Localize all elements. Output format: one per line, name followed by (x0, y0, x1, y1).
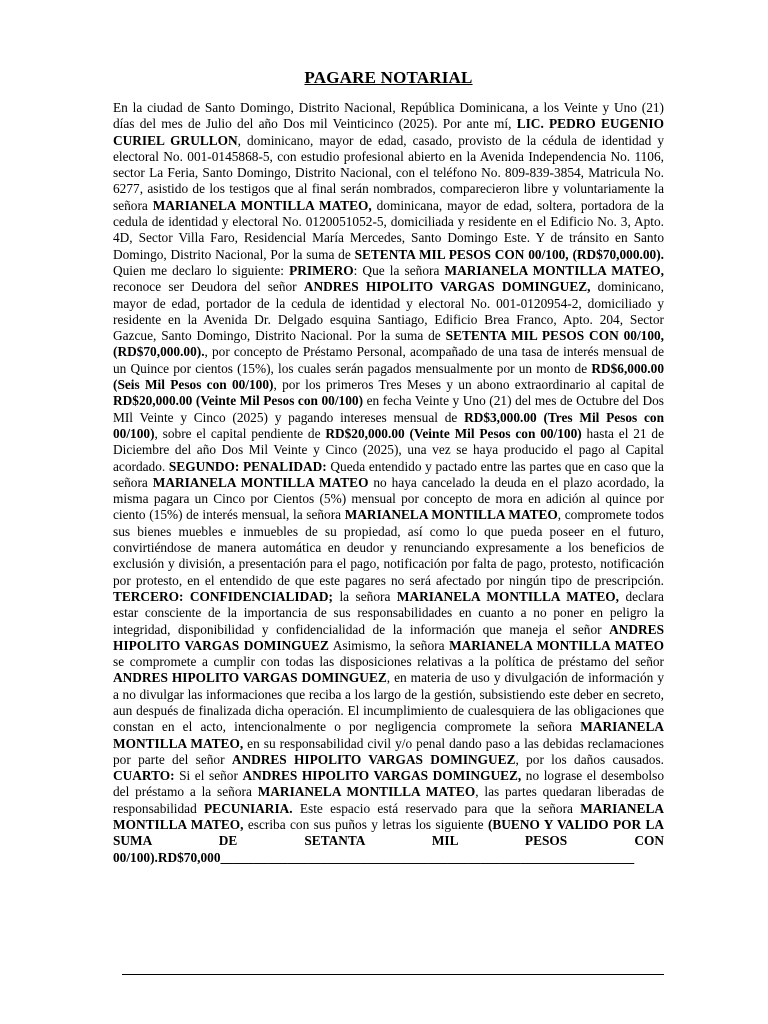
bold-text-segment: ANDRES HIPOLITO VARGAS DOMINGUEZ (231, 751, 516, 767)
text-segment: se compromete a cumplir con todas las disposiciones relativas a la política de préstamo del señor (113, 654, 664, 670)
text-segment: En la ciudad de Santo Domingo, Distrito Nacional, República Dominicana, a los Veinte y Uno (21) días del mes de Julio del año Dos mil Veinticinco (2025). Por ante mí, (113, 100, 664, 132)
bold-text-segment: LIC. PEDRO EUGENIO CURIEL GRULLON (113, 116, 664, 148)
text-segment: Asimismo, la señora (328, 637, 450, 653)
text-segment: , por los daños causados. (515, 751, 664, 767)
text-segment: Si el señor (174, 768, 243, 784)
bold-text-segment: SETENTA MIL PESOS CON 00/100, (RD$70,000.00). (354, 246, 664, 262)
text-segment: no lograse el desembolso del préstamo a la señora (113, 768, 664, 800)
bold-text-segment: MARIANELA MONTILLA MATEO (344, 507, 558, 523)
text-segment: , compromete todos sus bienes muebles e inmuebles de su propiedad, así como lo que pueda poseer en el futuro, convirtiéndose de manera automática en deudor y renunciando expresamente a los beneficios de exclusión y división, a presentación para el pago, notificación por falta de pago, protesto, notificación por protesto, en el entendido de que este pagares no será afectado por ningún tipo de prescripción. (113, 507, 664, 588)
bold-text-segment: MARIANELA MONTILLA MATEO, (444, 262, 664, 278)
text-segment: , por concepto de Préstamo Personal, acompañado de una tasa de interés mensual de un Quince por cientos (15%), los cuales serán pagados mensualmente por un monto de (113, 344, 664, 376)
text-segment: reconoce ser Deudora del señor (113, 279, 304, 295)
text-segment: , dominicano, mayor de edad, casado, provisto de la cédula de identidad y electoral No. 001-0145868-5, con estudio profesional abierto en la Avenida Independencia No. 1106, sector La Feria, Santo Domingo, Distrito Nacional, con el teléfono No. 809-839-3854, Matricula No. 6277, asistido de los testigos que al final serán nombrados, comparecieron libre y voluntariamente la señora (113, 132, 664, 213)
text-segment: dominicana, mayor de edad, soltera, portadora de la cedula de identidad y electoral No. 0120051052-5, domiciliada y residente en el Edificio No. 3, Apto. 4D, Sector Villa Faro, Residencial María Mercedes, Santo Domingo Este. Y de tránsito en Santo Domingo, Distrito Nacional, Por la suma de (113, 197, 664, 262)
text-segment: , en materia de uso y divulgación de información y a no divulgar las informaciones que reciba a los largo de la gestión, subsistiendo este deber en secreto, aun después de finalizada dicha operación. El incumplimiento de cualesquiera de las obligaciones que constan en el acto, intencionalmente o por negligencia compromete la señora (113, 670, 664, 735)
document-title: PAGARE NOTARIAL (304, 68, 473, 87)
text-segment: en su responsabilidad civil y/o penal dando paso a las debidas reclamaciones por parte del señor (113, 735, 664, 767)
document-body (113, 100, 664, 866)
bold-text-segment: MARIANELA MONTILLA MATEO (152, 474, 369, 490)
bold-text-segment: MARIANELA MONTILLA MATEO, (396, 588, 619, 604)
text-segment: Quien me declaro lo siguiente: (113, 262, 290, 278)
bold-text-segment: ANDRES HIPOLITO VARGAS DOMINGUEZ, (303, 279, 591, 295)
bold-text-segment: TERCERO: CONFIDENCIALIDAD; (113, 588, 333, 604)
bold-text-segment: MARIANELA MONTILLA MATEO (257, 784, 476, 800)
text-segment: la señora (332, 588, 397, 604)
text-segment: : Que la señora (353, 262, 445, 278)
text-segment: en fecha Veinte y Uno (21) del mes de Octubre del Dos MIl Veinte y Cinco (2025) y pagando intereses mensual de (113, 393, 664, 425)
bold-text-segment: PECUNIARIA. (204, 800, 293, 816)
bold-text-segment: RD$3,000.00 (Tres Mil Pesos con 00/100) (113, 409, 664, 441)
text-segment: , por los primeros Tres Meses y un abono extraordinario al capital de (273, 377, 664, 393)
bold-text-segment: ANDRES HIPOLITO VARGAS DOMINGUEZ, (242, 768, 522, 784)
bold-text-segment: SETENTA MIL PESOS CON 00/100, (RD$70,000.00). (113, 328, 664, 360)
bold-text-segment: RD$20,000.00 (Veinte Mil Pesos con 00/100) (325, 425, 582, 441)
bold-text-segment: PRIMERO (289, 262, 354, 278)
bold-text-segment: CUARTO: (113, 768, 175, 784)
bold-text-segment: ANDRES HIPOLITO VARGAS DOMINGUEZ (113, 621, 664, 653)
bold-text-segment: SEGUNDO: PENALIDAD: (168, 458, 327, 474)
text-segment: Queda entendido y pactado entre las partes que en caso que la señora (113, 458, 664, 490)
text-segment: escriba con sus puños y letras los siguiente (243, 817, 488, 833)
bold-text-segment: (BUENO Y VALIDO POR LA SUMA DE SETANTA MIL PESOS CON 00/100).RD$70,000______________________________________________________________ (113, 817, 665, 865)
bold-text-segment: MARIANELA MONTILLA MATEO, (152, 197, 372, 213)
text-segment: , las partes quedaran liberadas de responsabilidad (113, 784, 664, 816)
bold-text-segment: MARIANELA MONTILLA MATEO, (113, 719, 664, 751)
text-segment: hasta el 21 de Diciembre del año Dos Mil Veinte y Cinco (2025), una vez se haya producido el pago al Capital acordado. (113, 425, 664, 474)
text-segment: no haya cancelado la deuda en el plazo acordado, la misma pagara un Cinco por Cientos (5%) mensual por concepto de mora en adición al quince por ciento (15%) de interés mensual, la señora (113, 474, 664, 523)
bold-text-segment: MARIANELA MONTILLA MATEO, (113, 800, 664, 833)
bold-text-segment: ANDRES HIPOLITO VARGAS DOMINGUEZ (113, 670, 387, 686)
bold-text-segment: RD$6,000.00 (Seis Mil Pesos con 00/100) (113, 360, 664, 393)
text-segment: , sobre el capital pendiente de (154, 425, 326, 441)
text-segment: declara estar consciente de la importancia de sus responsabilidades en cuanto a no poner en peligro la integridad, disponibilidad y confidencialidad de la información que maneja el señor (113, 588, 664, 637)
text-segment: Este espacio está reservado para que la señora (292, 800, 581, 816)
bold-text-segment: RD$20,000.00 (Veinte Mil Pesos con 00/100) (113, 393, 364, 409)
text-segment: dominicano, mayor de edad, portador de la cedula de identidad y electoral No. 001-0120954-2, domiciliado y residente en la Avenida Dr. Delgado esquina Santiago, Edificio Brea Franco, Apto. 204, Sector Gazcue, Santo Domingo, Distrito Nacional. Por la suma de (113, 279, 664, 344)
bold-text-segment: MARIANELA MONTILLA MATEO (449, 637, 665, 653)
signature-line (122, 974, 664, 975)
